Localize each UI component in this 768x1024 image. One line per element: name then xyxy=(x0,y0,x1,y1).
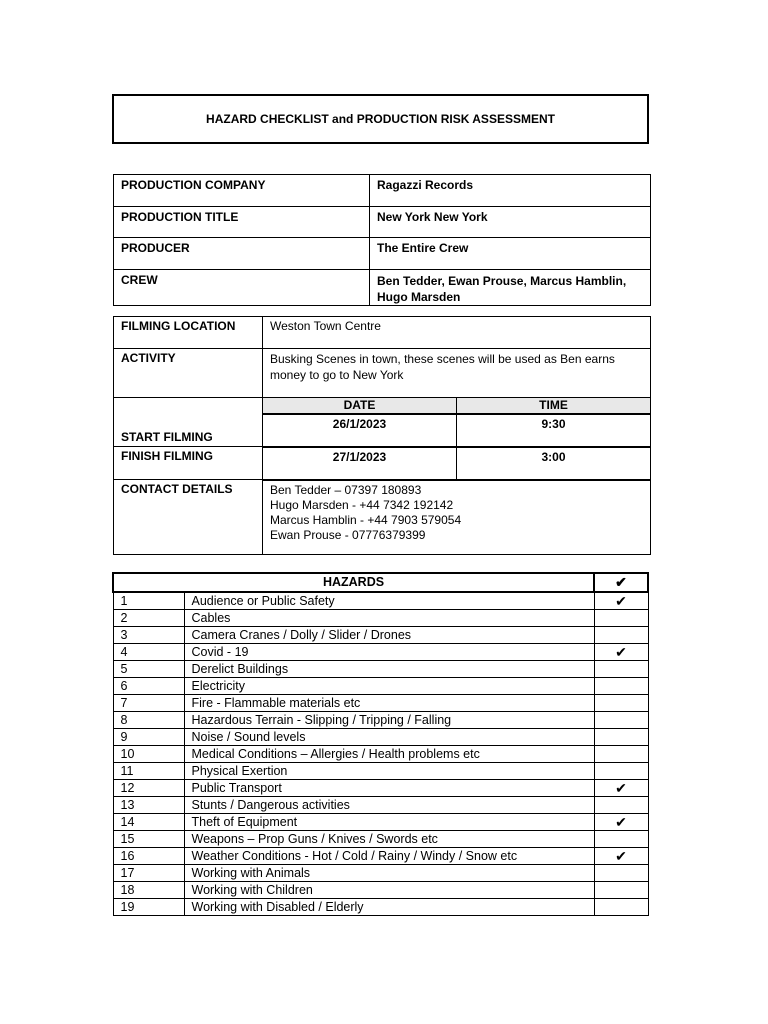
hazard-check-icon: ✔ xyxy=(594,644,648,661)
table-row xyxy=(113,865,648,882)
hazard-number: 6 xyxy=(113,678,184,695)
hazard-check-icon xyxy=(594,729,648,746)
hazard-number: 2 xyxy=(113,610,184,627)
hazard-number: 8 xyxy=(113,712,184,729)
hazard-check-icon xyxy=(594,797,648,814)
table-row xyxy=(114,207,651,238)
table-row xyxy=(114,270,651,306)
hazard-number: 11 xyxy=(113,763,184,780)
crew-value: Ben Tedder, Ewan Prouse, Marcus Hamblin, Hugo Marsden xyxy=(370,270,651,306)
date-column-header: DATE xyxy=(263,398,457,414)
hazard-description: Theft of Equipment xyxy=(184,814,594,831)
hazard-number: 1 xyxy=(113,592,184,610)
table-row xyxy=(113,831,648,848)
hazard-number: 3 xyxy=(113,627,184,644)
hazard-description: Working with Children xyxy=(184,882,594,899)
filming-location-value: Weston Town Centre xyxy=(263,317,651,349)
table-row xyxy=(114,480,651,555)
hazard-description: Weather Conditions - Hot / Cold / Rainy / Windy / Snow etc xyxy=(184,848,594,865)
start-date-value: 26/1/2023 xyxy=(263,414,457,447)
table-row xyxy=(114,317,651,349)
table-row xyxy=(113,780,648,797)
contact-details-label: CONTACT DETAILS xyxy=(114,480,263,555)
hazard-description: Electricity xyxy=(184,678,594,695)
table-row xyxy=(113,592,648,610)
hazard-number: 5 xyxy=(113,661,184,678)
hazard-description: Fire - Flammable materials etc xyxy=(184,695,594,712)
table-row xyxy=(113,610,648,627)
hazard-checklist-table xyxy=(112,572,649,916)
filming-location-label: FILMING LOCATION xyxy=(114,317,263,349)
table-row xyxy=(113,695,648,712)
hazard-check-icon: ✔ xyxy=(594,592,648,610)
table-row xyxy=(113,678,648,695)
table-row xyxy=(113,627,648,644)
production-title-label: PRODUCTION TITLE xyxy=(114,207,370,238)
table-row xyxy=(113,644,648,661)
start-filming-label: START FILMING xyxy=(114,398,263,447)
hazard-check-icon xyxy=(594,865,648,882)
hazard-description: Physical Exertion xyxy=(184,763,594,780)
crew-label: CREW xyxy=(114,270,370,306)
contact-line: Ben Tedder – 07397 180893 xyxy=(270,482,422,497)
hazard-number: 15 xyxy=(113,831,184,848)
hazard-description: Stunts / Dangerous activities xyxy=(184,797,594,814)
hazard-number: 19 xyxy=(113,899,184,916)
hazard-check-icon xyxy=(594,899,648,916)
hazard-number: 18 xyxy=(113,882,184,899)
table-row xyxy=(113,661,648,678)
activity-label: ACTIVITY xyxy=(114,349,263,398)
production-company-label: PRODUCTION COMPANY xyxy=(114,175,370,207)
hazard-check-icon xyxy=(594,882,648,899)
table-row xyxy=(114,238,651,270)
table-row xyxy=(113,797,648,814)
table-row xyxy=(113,763,648,780)
producer-value: The Entire Crew xyxy=(370,238,651,270)
hazards-header: HAZARDS xyxy=(113,573,594,592)
hazard-number: 14 xyxy=(113,814,184,831)
hazard-number: 9 xyxy=(113,729,184,746)
table-row xyxy=(113,848,648,865)
table-row xyxy=(113,882,648,899)
hazard-check-icon xyxy=(594,678,648,695)
time-column-header: TIME xyxy=(457,398,651,414)
table-row xyxy=(114,398,651,414)
start-time-value: 9:30 xyxy=(457,414,651,447)
hazard-description: Hazardous Terrain - Slipping / Tripping / Falling xyxy=(184,712,594,729)
hazard-description: Working with Animals xyxy=(184,865,594,882)
finish-date-value: 27/1/2023 xyxy=(263,447,457,480)
finish-filming-label: FINISH FILMING xyxy=(114,447,263,480)
production-company-value: Ragazzi Records xyxy=(370,175,651,207)
finish-time-value: 3:00 xyxy=(457,447,651,480)
table-row xyxy=(114,349,651,398)
document-title: HAZARD CHECKLIST and PRODUCTION RISK ASSESSMENT xyxy=(112,94,649,144)
hazard-number: 13 xyxy=(113,797,184,814)
hazard-description: Weapons – Prop Guns / Knives / Swords etc xyxy=(184,831,594,848)
contact-details-list xyxy=(263,480,651,555)
location-schedule-table xyxy=(113,316,651,555)
hazard-description: Derelict Buildings xyxy=(184,661,594,678)
hazard-description: Covid - 19 xyxy=(184,644,594,661)
hazard-description: Working with Disabled / Elderly xyxy=(184,899,594,916)
hazard-description: Camera Cranes / Dolly / Slider / Drones xyxy=(184,627,594,644)
table-header-row xyxy=(113,573,648,592)
hazard-number: 10 xyxy=(113,746,184,763)
hazard-check-icon: ✔ xyxy=(594,848,648,865)
hazard-check-icon xyxy=(594,661,648,678)
hazard-description: Medical Conditions – Allergies / Health problems etc xyxy=(184,746,594,763)
table-row xyxy=(113,746,648,763)
hazard-description: Noise / Sound levels xyxy=(184,729,594,746)
hazard-description: Audience or Public Safety xyxy=(184,592,594,610)
hazard-check-icon xyxy=(594,763,648,780)
contact-line: Marcus Hamblin - +44 7903 579054 xyxy=(270,512,462,527)
hazard-check-icon xyxy=(594,712,648,729)
hazard-number: 16 xyxy=(113,848,184,865)
table-row xyxy=(113,712,648,729)
hazard-check-icon xyxy=(594,746,648,763)
hazard-check-icon xyxy=(594,610,648,627)
hazard-description: Public Transport xyxy=(184,780,594,797)
hazard-number: 17 xyxy=(113,865,184,882)
production-title-value: New York New York xyxy=(370,207,651,238)
hazard-number: 4 xyxy=(113,644,184,661)
hazard-description: Cables xyxy=(184,610,594,627)
hazard-number: 12 xyxy=(113,780,184,797)
table-row xyxy=(114,175,651,207)
hazard-check-icon xyxy=(594,627,648,644)
contact-line: Hugo Marsden - +44 7342 192142 xyxy=(270,497,454,512)
table-row xyxy=(113,814,648,831)
table-row xyxy=(113,899,648,916)
hazard-check-icon: ✔ xyxy=(594,814,648,831)
hazard-number: 7 xyxy=(113,695,184,712)
table-row xyxy=(113,729,648,746)
table-row xyxy=(114,447,651,480)
checkmark-header-icon: ✔ xyxy=(594,573,648,592)
contact-line: Ewan Prouse - 07776379399 xyxy=(270,527,426,542)
activity-value: Busking Scenes in town, these scenes will be used as Ben earns money to go to New York xyxy=(263,349,651,398)
producer-label: PRODUCER xyxy=(114,238,370,270)
hazard-check-icon xyxy=(594,831,648,848)
hazard-check-icon xyxy=(594,695,648,712)
hazard-check-icon: ✔ xyxy=(594,780,648,797)
production-info-table xyxy=(113,174,651,306)
